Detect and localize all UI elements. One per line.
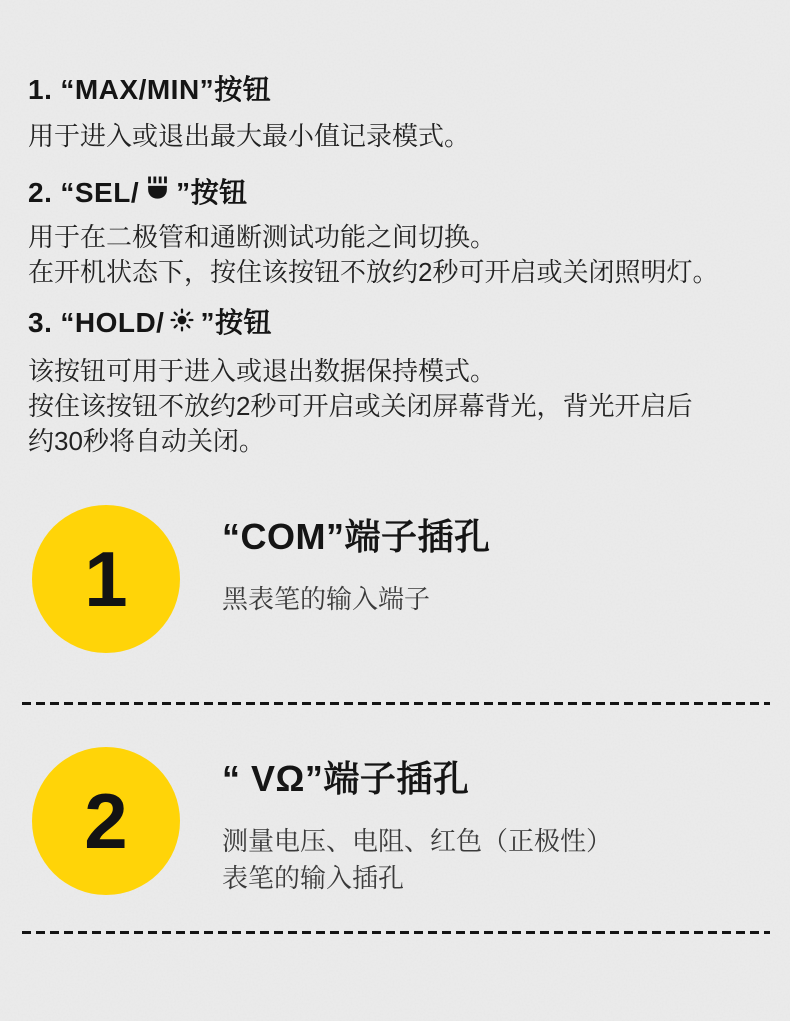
terminal-number-badge (32, 747, 180, 895)
section-body-line: 用于在二极管和通断测试功能之间切换。 (28, 222, 497, 252)
section-body-line: 约30秒将自动关闭。 (28, 426, 265, 456)
terminal-number-badge (32, 505, 180, 653)
terminal-title: “ VΩ”端子插孔 (222, 758, 470, 799)
section-title-suffix: ”按钮 (176, 177, 248, 208)
section-body (28, 119, 762, 154)
section-body-line: 该按钮可用于进入或退出数据保持模式。 (28, 356, 497, 386)
flashlight-icon (145, 176, 170, 210)
manual-content (0, 73, 790, 934)
section-body-line: 在开机状态下，按住该按钮不放约2秒可开启或关闭照明灯。 (28, 257, 719, 287)
section-body (28, 354, 762, 459)
terminal-row-v-ohm (28, 747, 762, 897)
backlight-sun-icon (170, 306, 194, 340)
section-title-text: “MAX/MIN” (60, 74, 215, 105)
section-title-text: “SEL/ (60, 177, 140, 208)
terminal-text-block (222, 505, 491, 618)
terminal-desc-line: 表笔的输入插孔 (222, 863, 405, 893)
terminal-row-com (28, 505, 762, 653)
section-body-line: 用于进入或退出最大最小值记录模式。 (28, 121, 471, 151)
section-body-line: 按住该按钮不放约2秒可开启或关闭屏幕背光，背光开启后 (28, 391, 693, 421)
button-section-sel (28, 176, 762, 290)
section-title-max-min (28, 73, 762, 107)
terminal-description (222, 581, 491, 618)
section-title-hold (28, 306, 762, 340)
section-title-text: “HOLD/ (60, 307, 165, 338)
section-title-suffix: ”按钮 (200, 307, 272, 338)
section-number: 1. (28, 74, 53, 105)
terminal-number: 1 (84, 534, 128, 623)
terminal-title: “COM”端子插孔 (222, 516, 491, 557)
section-number: 2. (28, 177, 53, 208)
terminal-desc-line: 测量电压、电阻、红色（正极性） (222, 826, 613, 856)
button-section-hold (28, 306, 762, 459)
terminal-desc-line: 黑表笔的输入端子 (222, 584, 431, 614)
terminal-text-block (222, 747, 612, 897)
section-title-sel (28, 176, 762, 210)
dashed-separator (22, 931, 770, 934)
button-section-max-min (28, 73, 762, 154)
dashed-separator (22, 702, 770, 705)
terminal-number: 2 (84, 776, 128, 865)
section-body (28, 220, 762, 290)
terminal-description (222, 823, 612, 897)
section-number: 3. (28, 307, 53, 338)
section-title-suffix: 按钮 (214, 74, 272, 105)
